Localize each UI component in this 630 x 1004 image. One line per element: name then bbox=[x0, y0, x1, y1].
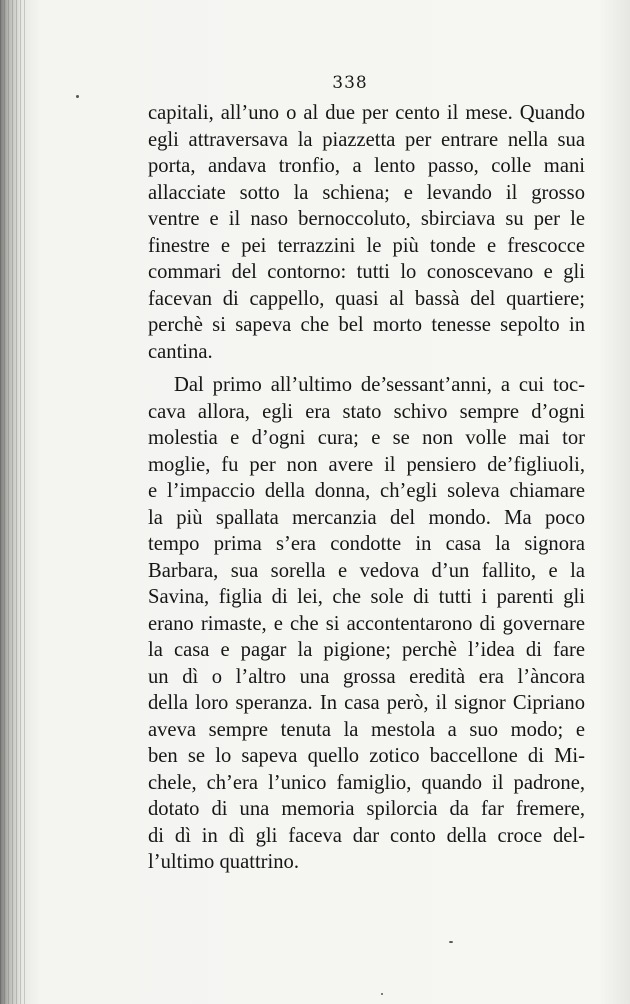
text-line: Barbara, sua sorella e vedova d’un fallito, e la bbox=[148, 559, 585, 582]
print-speck bbox=[381, 993, 383, 995]
text-line: ventre e il naso bernoccoluto, sbirciava su per le bbox=[148, 208, 585, 230]
text-line: porta, andava tronfio, a lento passo, colle mani bbox=[148, 155, 585, 177]
text-line: commari del contorno: tutti lo conoscevano e gli bbox=[148, 261, 585, 283]
text-line: cava allora, egli era stato schivo sempre d’ogni bbox=[148, 400, 585, 423]
text-line: la più spallata mercanzia del mondo. Ma poco bbox=[148, 506, 585, 529]
text-line: Dal primo all’ultimo de’sessant’anni, a cui toc- bbox=[174, 374, 585, 396]
text-line: tempo prima s’era condotte in casa la signora bbox=[148, 533, 585, 555]
text-line: ben se lo sapeva quello zotico baccellone di Mi- bbox=[148, 745, 585, 767]
print-speck bbox=[76, 95, 79, 98]
page-number: 338 bbox=[332, 73, 368, 93]
text-line: Savina, figlia di lei, che sole di tutti i parenti gli bbox=[148, 586, 585, 608]
book-gutter bbox=[0, 0, 28, 1004]
text-line: finestre e pei terrazzini le più tonde e frescocce bbox=[148, 234, 585, 257]
text-line: aveva sempre tenuta la mestola a suo modo; e bbox=[148, 718, 585, 741]
text-line: capitali, all’uno o al due per cento il mese. Quando bbox=[148, 102, 585, 124]
text-line: della loro speranza. In casa però, il signor Cipriano bbox=[148, 692, 585, 714]
text-line: allacciate sotto la schiena; e levando il grosso bbox=[148, 181, 585, 204]
text-line: erano rimaste, e che si accontentarono di governare bbox=[148, 612, 585, 635]
print-speck bbox=[449, 941, 453, 943]
body-text bbox=[148, 100, 585, 876]
text-line: egli attraversava la piazzetta per entrare nella sua bbox=[148, 128, 585, 151]
text-line: chele, ch’era l’unico famiglio, quando il padrone, bbox=[148, 771, 585, 794]
text-line: di dì in dì gli faceva dar conto della croce del- bbox=[148, 824, 585, 847]
text-line: e l’impaccio della donna, ch’egli soleva chiamare bbox=[148, 480, 585, 502]
paragraph-gap bbox=[148, 365, 585, 372]
text-line: facevan di cappello, quasi al bassà del quartiere; bbox=[148, 287, 585, 310]
text-line: perchè si sapeva che bel morto tenesse sepolto in bbox=[148, 314, 585, 336]
text-line: la casa e pagar la pigione; perchè l’idea di fare bbox=[148, 639, 585, 661]
text-line: l’ultimo quattrino. bbox=[148, 851, 300, 873]
text-line: un dì o l’altro una grossa eredità era l’àncora bbox=[148, 665, 585, 688]
text-line: molestia e d’ogni cura; e se non volle mai tor bbox=[148, 427, 585, 449]
text-line: moglie, fu per non avere il pensiero de’figliuoli, bbox=[148, 453, 585, 476]
text-line: dotato di una memoria spilorcia da far fremere, bbox=[148, 798, 585, 820]
text-line: cantina. bbox=[148, 340, 213, 363]
